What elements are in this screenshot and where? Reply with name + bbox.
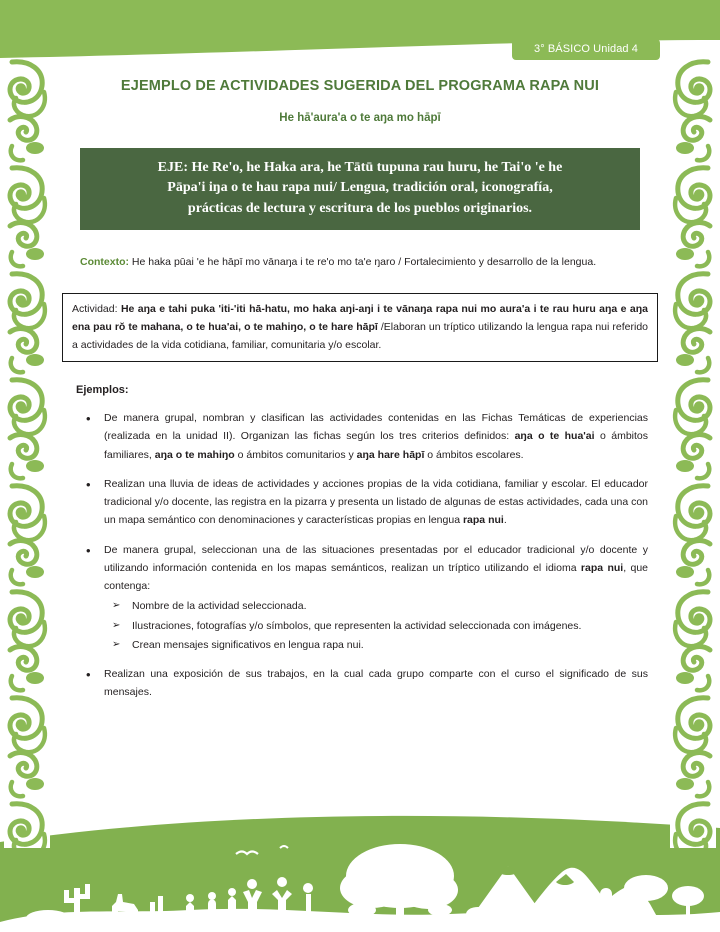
actividad-rapanui-text: He aŋa e tahi puka 'iti-'iti hā-hatu, mo haka aŋi-aŋi i te vānaŋa rapa nui mo aura'a i te rau huru aŋa e aŋa ena pau rŏ te mahana, o te hua'ai, o te mahiŋo, o te hare hāpī <box>72 302 648 333</box>
list-item <box>104 409 648 464</box>
emphasis-term: aŋa o te hua'ai <box>514 430 595 443</box>
actividad-box <box>62 293 658 362</box>
ejemplos-list <box>62 409 658 702</box>
eje-line-3: prácticas de lectura y escritura de los pueblos originarios. <box>187 200 533 216</box>
left-ornamental-border <box>4 58 50 848</box>
sub-list <box>104 597 648 654</box>
ejemplos-heading: Ejemplos: <box>76 384 129 397</box>
list-item-text: Realizan una exposición de sus trabajos, en la cual cada grupo comparte con el curso el significado de sus mensajes. <box>104 668 648 699</box>
contexto-paragraph <box>80 254 640 271</box>
eje-line-1: EJE: He Re'o, he Haka ara, he Tātū tupuna rau huru, he Tai'o 'e he <box>157 160 563 175</box>
list-item-text: , que contenga: <box>104 561 649 593</box>
emphasis-term: rapa nui <box>580 561 624 574</box>
page-title: EJEMPLO DE ACTIVIDADES SUGERIDA DEL PROGRAMA RAPA NUI <box>120 78 600 94</box>
emphasis-term: aŋa hare hāpī <box>356 448 425 461</box>
list-item-text: o ámbitos escolares. <box>424 448 524 461</box>
actividad-label: Actividad: <box>72 302 118 315</box>
list-item <box>104 541 648 655</box>
list-item-text: o ámbitos comunitarios y <box>234 448 357 461</box>
page-subtitle: He hā'aura'a o te aŋa mo hāpī <box>279 112 441 124</box>
sub-list-item: ➢ Ilustraciones, fotografías y/o símbolos, que representen la actividad seleccionada con imágenes. <box>132 617 642 635</box>
eje-box <box>80 148 640 230</box>
contexto-text: He haka pūai 'e he hāpī mo vānaŋa i te re'o mo ta'e ŋaro / Fortalecimiento y desarrollo de la lengua. <box>129 255 597 268</box>
list-item-text: o ámbitos familiares, <box>104 430 648 461</box>
contexto-label: Contexto: <box>80 255 129 268</box>
sub-list-item: ➢ Nombre de la actividad seleccionada. <box>132 597 642 615</box>
right-ornamental-border <box>670 58 716 848</box>
list-item-text: Realizan una lluvia de ideas de actividades y acciones propias de la vida cotidiana, familiar y escolar. El educador tradicional y/o docente, las registra en la pizarra y presenta un listado de algunas de estas actividades, cada una con un mapa semántico con denominaciones y características propias en lengua <box>104 477 649 527</box>
eje-line-2: Pāpa'i iŋa o te hau rapa nui/ Lengua, tradición oral, iconografía, <box>167 180 553 196</box>
sub-list-item: ➢ Crean mensajes significativos en lengua rapa nui. <box>132 636 642 654</box>
unit-badge: 3° BÁSICO Unidad 4 <box>512 39 660 60</box>
document-content <box>62 78 658 713</box>
list-item <box>104 665 648 702</box>
emphasis-term: aŋa o te mahiŋo <box>154 448 235 461</box>
list-item-text: De manera grupal, seleccionan una de las situaciones presentadas por el educador tradicional y/o docente y utilizando información contenida en los mapas semánticos, realizan un tríptico utilizando el idioma <box>104 543 648 574</box>
footer-landscape-illustration <box>0 810 720 932</box>
list-item-text: De manera grupal, nombran y clasifican las actividades contenidas en las Fichas Temáticas de experiencias (realizada en la unidad II). Organizan las fichas según los tres criterios definidos: <box>104 412 648 443</box>
list-item <box>104 475 648 530</box>
actividad-spanish-text: /Elaboran un tríptico utilizando la lengua rapa nui referido a actividades de la vida cotidiana, familiar, comunitaria y/o escolar. <box>72 320 648 351</box>
list-item-text: . <box>503 514 507 527</box>
emphasis-term: rapa nui <box>462 514 504 527</box>
